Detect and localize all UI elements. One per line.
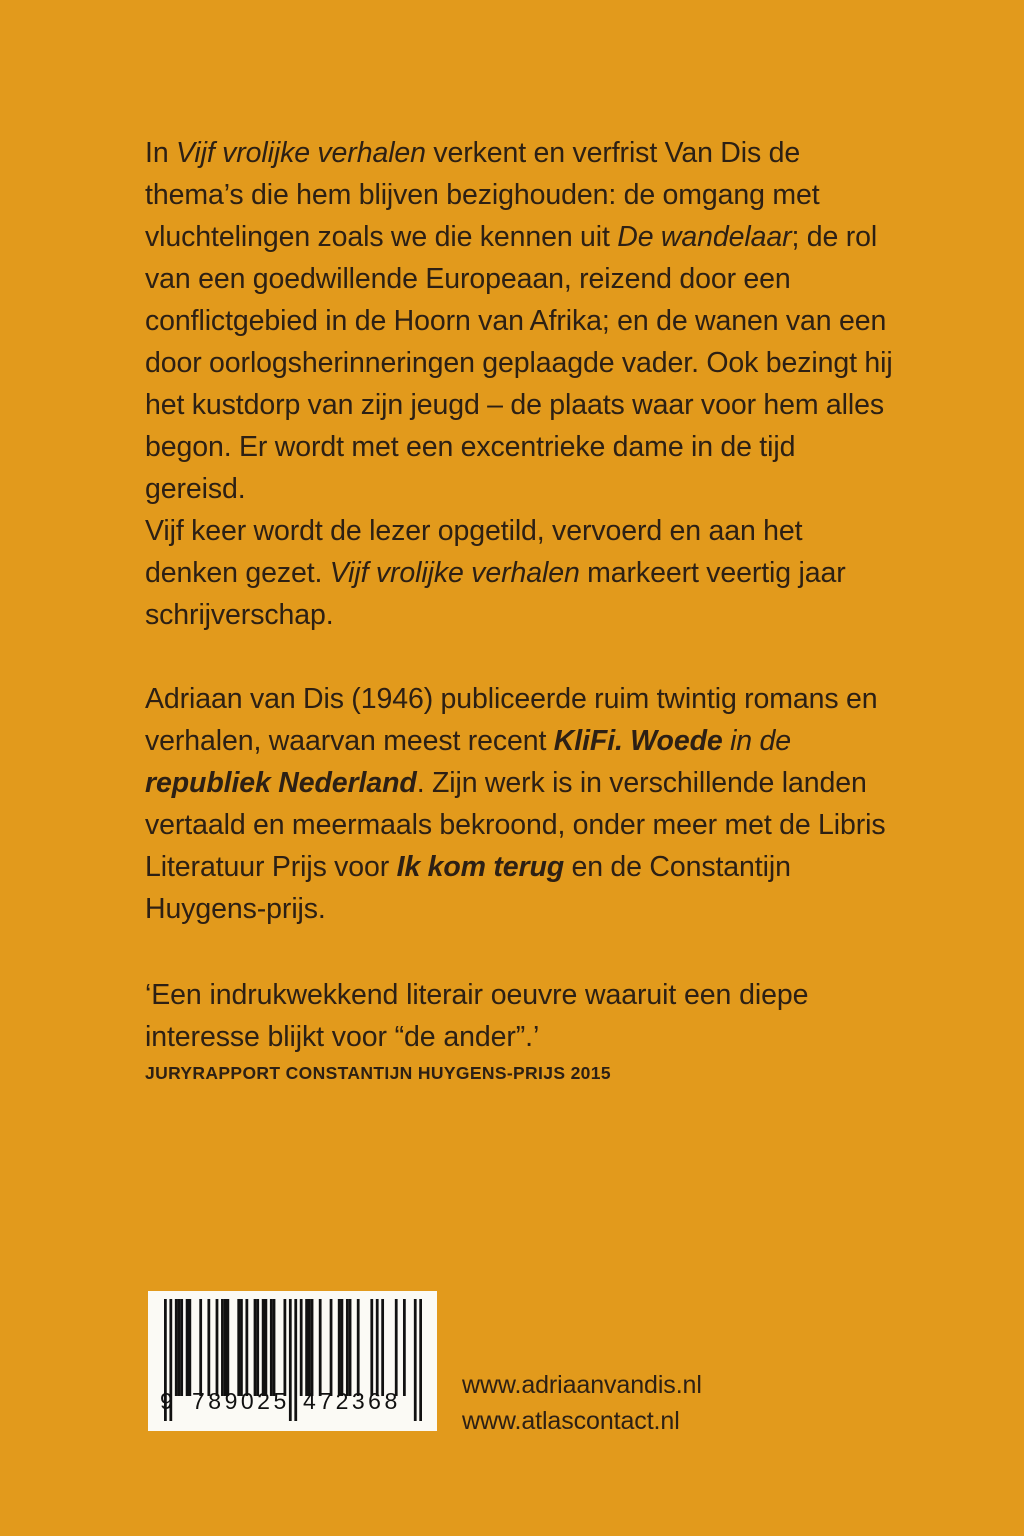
italic-title: Vijf vrolijke verhalen bbox=[329, 557, 580, 589]
publisher-website-url[interactable]: www.atlascontact.nl bbox=[462, 1407, 680, 1435]
body-text: Adriaan van Dis (1946) publiceerde ruim twintig romans en verhalen, waarvan meest recent bbox=[145, 683, 878, 757]
italic-title: in de bbox=[722, 725, 791, 757]
review-quote-block bbox=[145, 974, 893, 1088]
barcode-right-group: 472368 bbox=[303, 1388, 401, 1414]
bold-italic-title: republiek Nederland bbox=[145, 767, 417, 799]
review-attribution: JURYRAPPORT CONSTANTIJN HUYGENS-PRIJS 2015 bbox=[145, 1063, 611, 1083]
body-text: en de Constantijn Huygens-prijs. bbox=[145, 851, 791, 925]
italic-title: Vijf vrolijke verhalen bbox=[176, 137, 426, 169]
italic-title: De wandelaar bbox=[617, 221, 792, 253]
body-text: ; de rol van een goedwillende Europeaan, reizend door een conflictgebied in de Hoorn van Afrika; en de wanen van een door oorlogsherinneringen geplaagde vader. Ook bezingt hij het kustdorp van zijn jeugd – de plaats waar voor hem alles begon. Er wordt met een excentrieke dame in de tijd gereisd. bbox=[145, 221, 893, 505]
barcode-inner bbox=[148, 1291, 437, 1431]
body-text: . Zijn werk is in verschillende landen vertaald en meermaals bekroond, onder meer met de Libris Literatuur Prijs voor bbox=[145, 767, 886, 883]
bold-italic-title: KliFi. Woede bbox=[553, 725, 723, 757]
bold-italic-title: Ik kom terug bbox=[396, 851, 565, 883]
author-website-url[interactable]: www.adriaanvandis.nl bbox=[462, 1371, 702, 1399]
blurb-paragraph-2 bbox=[145, 678, 893, 930]
body-text: In bbox=[145, 137, 176, 169]
body-text: verkent en verfrist Van Dis de thema’s die hem blijven bezighouden: de omgang met vluchtelingen zoals we die kennen uit bbox=[145, 137, 820, 253]
barcode-left-group: 789025 bbox=[192, 1388, 290, 1414]
footer-urls bbox=[462, 1367, 702, 1439]
blurb-paragraph-1 bbox=[145, 132, 893, 636]
review-quote-line-1: ‘Een indrukwekkend literair oeuvre waaruit een diepe bbox=[145, 979, 809, 1011]
blurb-text-block bbox=[145, 132, 893, 1088]
barcode-lead-digit: 9 bbox=[160, 1388, 174, 1414]
barcode-digits bbox=[148, 1388, 437, 1418]
isbn-barcode bbox=[148, 1291, 437, 1431]
review-quote-line-2: interesse blijkt voor “de ander”.’ bbox=[145, 1021, 540, 1053]
body-text: Vijf keer wordt de lezer opgetild, vervoerd en aan het denken gezet. bbox=[145, 515, 803, 589]
body-text: markeert veertig jaar schrijverschap. bbox=[145, 557, 846, 631]
